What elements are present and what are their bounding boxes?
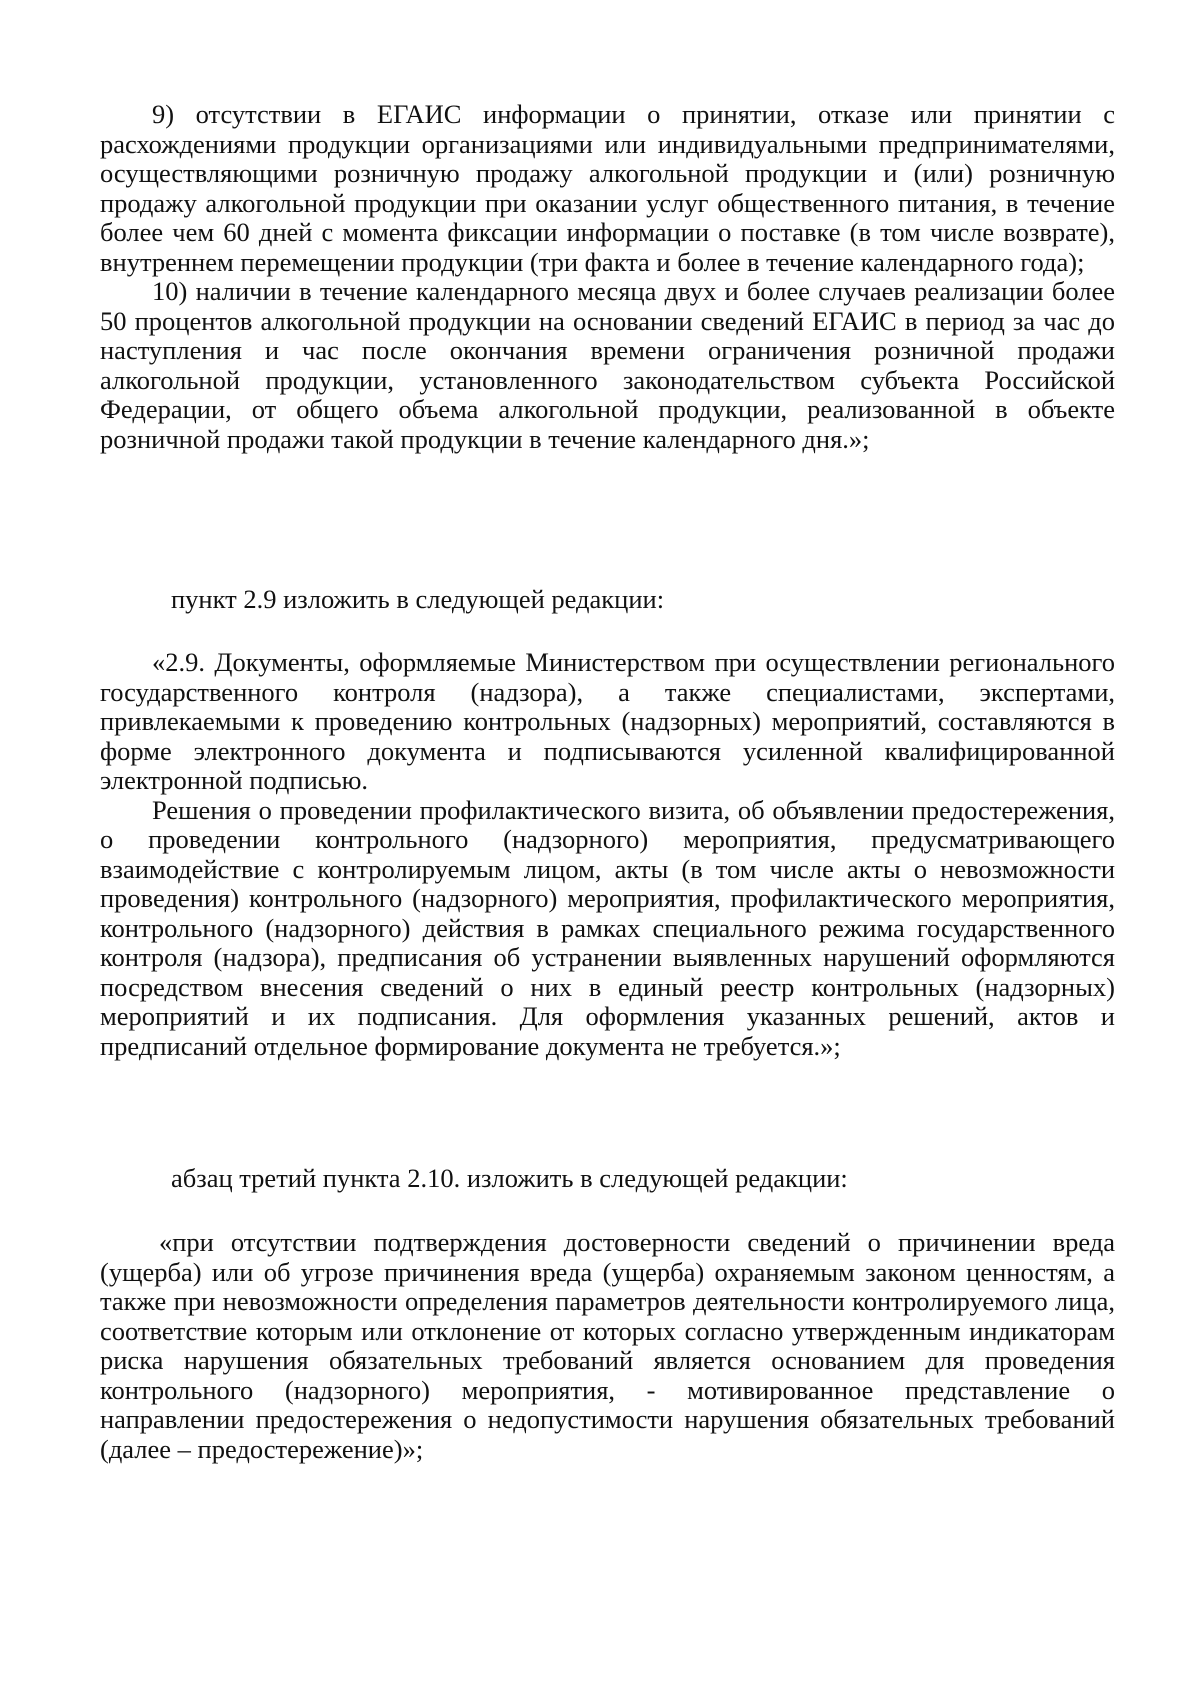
list-item-10: 10) наличии в течение календарного месяца двух и более случаев реализации более 50 процентов алкогольной продукции на основании сведений ЕГАИС в период за час до наступления и час после окончания времени ограничения розничной продажи алкогольной продукции, установленного законодательством субъекта Российской Федерации, от общего объема алкогольной продукции, реализованной в объекте розничной продажи такой продукции в течение календарного дня.»;	[100, 276, 1115, 454]
instruction-point-2-10	[100, 1164, 1115, 1194]
paragraph-documents: «2.9. Документы, оформляемые Министерством при осуществлении регионального государственного контроля (надзора), а также специалистами, экспертами, привлекаемыми к проведению контрольных (надзорных) мероприятий, составляются в форме электронного документа и подписываются усиленной квалифицированной электронной подписью.	[100, 647, 1115, 795]
paragraph-decisions: Решения о проведении профилактического визита, об объявлении предостережения, о проведении контрольного (надзорного) мероприятия, предусматривающего взаимодействие с контролируемым лицом, акты (в том числе акты о невозможности проведения) контрольного (надзорного) мероприятия, профилактического мероприятия, контрольного (надзорного) действия в рамках специального режима государственного контроля (надзора), предписания об устранении выявленных нарушений оформляются посредством внесения сведений о них в единый реестр контрольных (надзорных) мероприятий и их подписания. Для оформления указанных решений, актов и предписаний отдельное формирование документа не требуется.»;	[100, 794, 1115, 1061]
instruction-text: пункт 2.9 изложить в следующей редакции:	[171, 584, 665, 614]
instruction-point-2-9	[100, 585, 1115, 615]
point-2-9-new-text	[100, 648, 1115, 1061]
paragraph-warning: «при отсутствии подтверждения достоверности сведений о причинении вреда (ущерба) или об угрозе причинения вреда (ущерба) охраняемым законом ценностям, а также при невозможности определения параметров деятельности контролируемого лица, соответствие которым или отклонение от которых согласно утвержденным индикаторам риска нарушения обязательных требований является основанием для проведения контрольного (надзорного) мероприятия, - мотивированное представление о направлении предостережения о недопустимости нарушения обязательных требований (далее – предостережение)»;	[100, 1227, 1115, 1464]
amendment-list-items	[100, 100, 1115, 454]
list-item-9: 9) отсутствии в ЕГАИС информации о принятии, отказе или принятии с расхождениями продукции организациями или индивидуальными предпринимателями, осуществляющими розничную продажу алкогольной продукции и (или) розничную продажу алкогольной продукции при оказании услуг общественного питания, в течение более чем 60 дней с момента фиксации информации о поставке (в том числе возврате), внутреннем перемещении продукции (три факта и более в течение календарного года);	[100, 99, 1115, 277]
instruction-text: абзац третий пункта 2.10. изложить в следующей редакции:	[171, 1163, 848, 1193]
point-2-10-new-text	[100, 1228, 1115, 1464]
